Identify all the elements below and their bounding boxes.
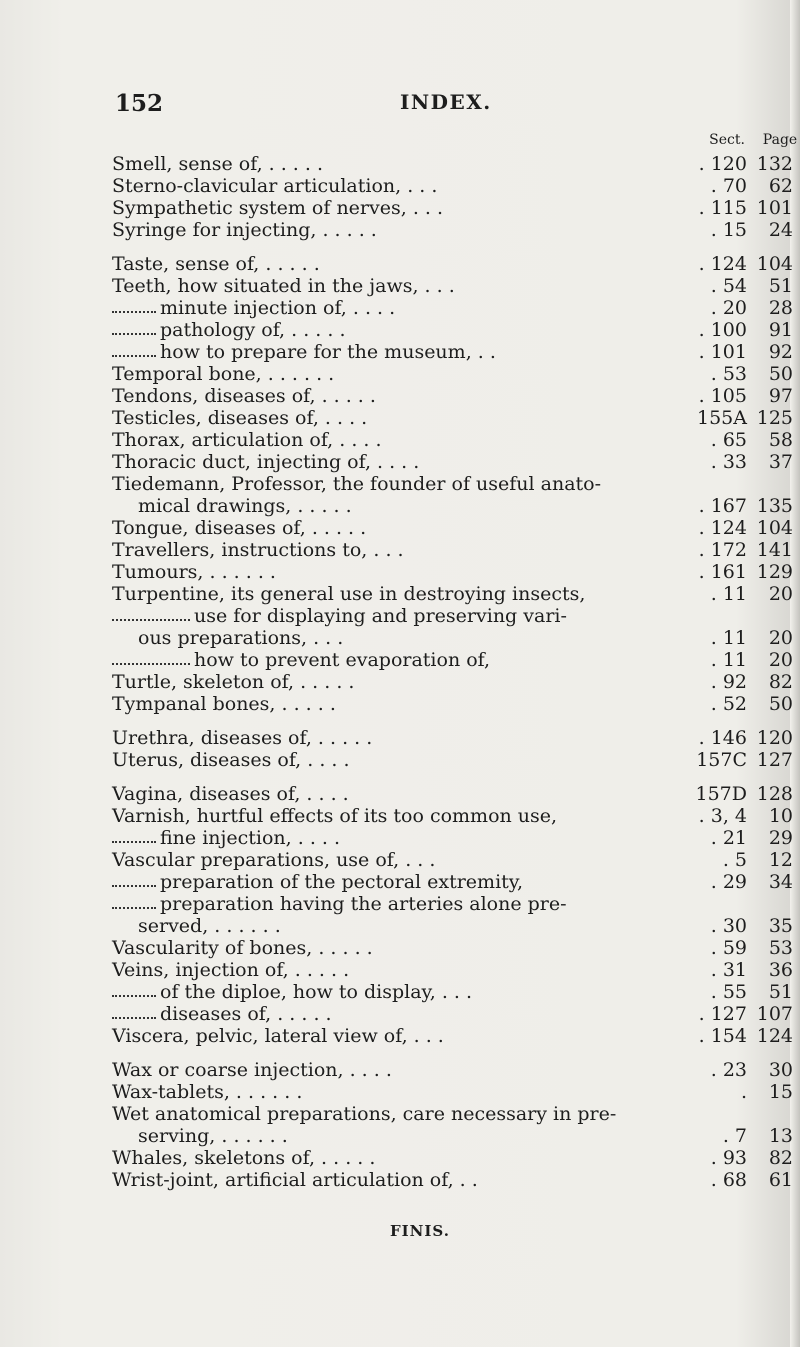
index-subentry: diseases of, . . . . . . 127 107 [0,1003,800,1025]
ditto-dash [112,989,156,997]
index-entry: Viscera, pelvic, lateral view of, . . . . 154 124 [112,1025,793,1047]
index-entry: Tympanal bones, . . . . . . 52 50 [112,693,793,715]
column-heading-page: Page [762,132,798,148]
index-entry: Urethra, diseases of, . . . . . . 146 120 [112,727,793,749]
index-entry [0,1147,800,1169]
entry-sect: . 23 [710,1059,747,1081]
index-entry: Temporal bone, . . . . . . . 53 50 [112,363,793,385]
index-subentry: preparation having the arteries alone pre- [0,893,800,915]
index-entry: Vagina, diseases of, . . . . 157D 128 [112,783,793,805]
index-entry: Testicles, diseases of, . . . . 155A 125 [112,407,793,429]
ditto-dash [112,305,156,313]
index-entry: Turtle, skeleton of, . . . . . . 92 82 [112,671,793,693]
index-subentry: how to prevent evaporation of, . 11 20 [0,649,800,671]
running-title: INDEX. [400,90,492,114]
entry-text: Wax-tablets, . . . . . . [112,1081,303,1103]
index-subentry: pathology of, . . . . . . 100 91 [0,319,800,341]
index-entry-continued: ous preparations, . . . . 11 20 [138,627,793,649]
index-entry: Tumours, . . . . . . . 161 129 [112,561,793,583]
entry-page: 61 [768,1169,793,1191]
index-entry: Vascular preparations, use of, . . . . 5 12 [112,849,793,871]
entry-text: Whales, skeletons of, . . . . . [112,1147,376,1169]
entry-sect: . 93 [710,1147,747,1169]
index-entry: Uterus, diseases of, . . . . 157C 127 [112,749,793,771]
index-entry: Tendons, diseases of, . . . . . . 105 97 [112,385,793,407]
index-entry: Travellers, instructions to, . . . . 172 141 [112,539,793,561]
index-entry: Smell, sense of, . . . . . . 120 132 [112,153,793,175]
column-heading-sect: Sect. [709,132,745,148]
ditto-dash [112,657,190,665]
index-subentry: fine injection, . . . . . 21 29 [0,827,800,849]
index-entry-continued: mical drawings, . . . . . . 167 135 [138,495,793,517]
index-subentry: minute injection of, . . . . . 20 28 [0,297,800,319]
index-entry: Vascularity of bones, . . . . . . 59 53 [112,937,793,959]
index-entry: Taste, sense of, . . . . . . 124 104 [112,253,793,275]
index-entry [0,1081,800,1103]
index-entry: Sterno-clavicular articulation, . . . . 70 62 [112,175,793,197]
index-entry: Varnish, hurtful effects of its too common use, . 3, 4 10 [112,805,793,827]
entry-sect: . 68 [710,1169,747,1191]
index-entry [0,1103,800,1125]
index-entry: Thorax, articulation of, . . . . . 65 58 [112,429,793,451]
ditto-dash [112,349,156,357]
entry-text: Wrist-joint, artificial articulation of, . . [112,1169,478,1191]
index-entry: Tongue, diseases of, . . . . . . 124 104 [112,517,793,539]
index-entry: Teeth, how situated in the jaws, . . . . 54 51 [112,275,793,297]
index-entry: Tiedemann, Professor, the founder of useful anato- [112,473,602,495]
entry-page: 30 [768,1059,793,1081]
index-subentry: how to prepare for the museum, . . . 101 92 [0,341,800,363]
finis-footer: FINIS. [390,1222,450,1240]
index-subentry: use for displaying and preserving vari- [0,605,800,627]
entry-page: 13 [768,1125,793,1147]
page-number: 152 [115,90,164,117]
index-entry [0,1125,800,1147]
index-entry: Turpentine, its general use in destroying insects, . 11 20 [112,583,793,605]
ditto-dash [112,879,156,887]
index-subentry: of the diploe, how to display, . . . . 55 51 [0,981,800,1003]
entry-text: Wet anatomical preparations, care necessary in pre- [112,1103,617,1125]
ditto-dash [112,901,156,909]
ditto-dash [112,327,156,335]
index-entry: Thoracic duct, injecting of, . . . . . 33 37 [112,451,793,473]
entry-text: serving, . . . . . . [138,1125,288,1147]
index-entry-continued: served, . . . . . . . 30 35 [138,915,793,937]
index-subentry: preparation of the pectoral extremity, . 29 34 [0,871,800,893]
index-entry: Veins, injection of, . . . . . . 31 36 [112,959,793,981]
index-entry [0,1059,800,1081]
entry-sect: . 7 [722,1125,747,1147]
ditto-dash [112,1011,156,1019]
entry-page: 15 [768,1081,793,1103]
entry-sect: . [740,1081,747,1103]
index-entry [0,1169,800,1191]
ditto-dash [112,835,156,843]
index-entry: Sympathetic system of nerves, . . . . 115 101 [112,197,793,219]
entry-text: Wax or coarse injection, . . . . [112,1059,392,1081]
index-entry: Syringe for injecting, . . . . . . 15 24 [112,219,793,241]
ditto-dash [112,613,190,621]
entry-page: 82 [768,1147,793,1169]
